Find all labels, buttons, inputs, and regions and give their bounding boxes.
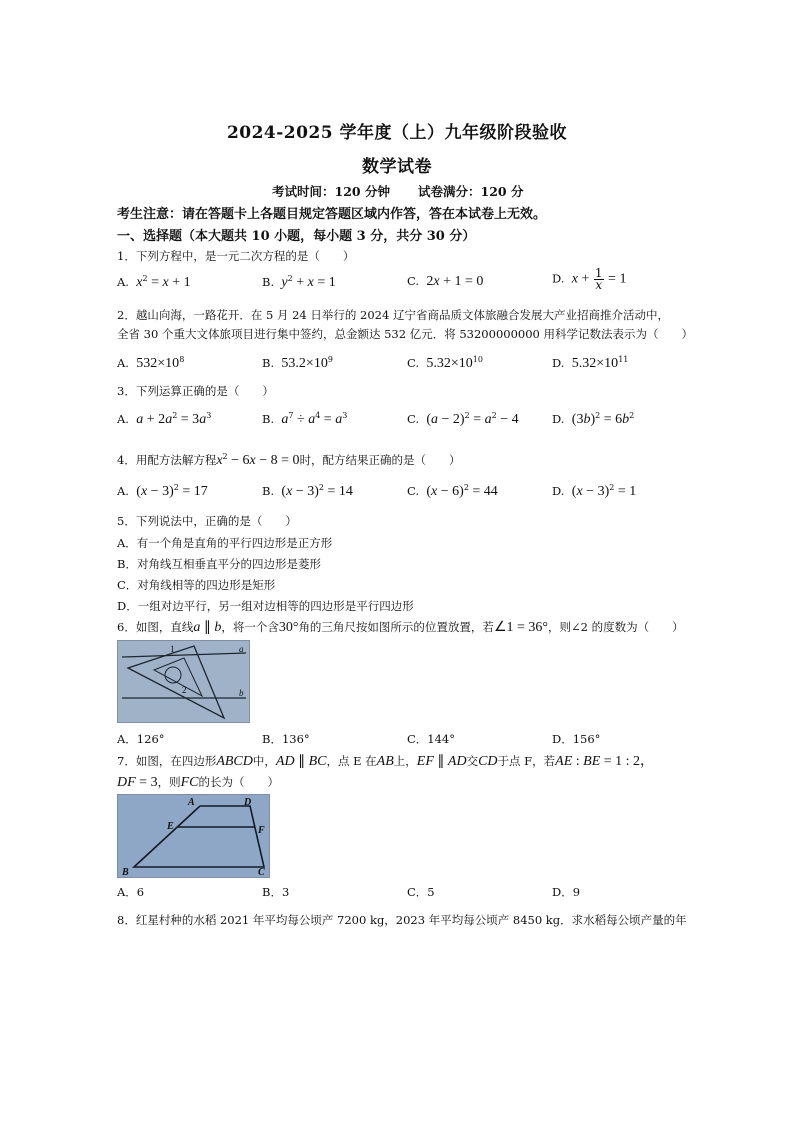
label-a: A bbox=[188, 797, 195, 808]
question-7-line-1: 7．如图，在四边形ABCD中，AD ∥ BC，点 E 在AB上，EF ∥ AD交CD于点 F，若AE : BE = 1 : 2， bbox=[117, 754, 655, 769]
q6-figure-svg bbox=[118, 641, 249, 722]
exam-time: 考试时间：120 分钟 bbox=[272, 184, 390, 199]
label-e: E bbox=[167, 821, 174, 832]
q2-option-c: C. $5.32\times 10^{10}$ bbox=[407, 355, 483, 371]
q6-option-c: C．144° bbox=[407, 732, 455, 746]
question-2-line-2: 全省 30 个重大文体旅项目进行集中签约，总金额达 532 亿元．将 53200000000 用科学记数法表示为（ ） bbox=[117, 327, 693, 341]
section-heading: 一、选择题（本大题共 10 小题，每小题 3 分，共分 30 分） bbox=[117, 229, 476, 244]
q3-option-d: D. $(3b)^2 = 6b^2$ bbox=[552, 411, 635, 427]
q7-stem-h: 的长为（ ） bbox=[198, 775, 279, 789]
q7-figure bbox=[117, 794, 270, 878]
q3-option-b: B. $a^7 \div a^4 = a^3$ bbox=[262, 411, 348, 427]
q2-option-a: A. $532\times 10^8$ bbox=[117, 355, 185, 371]
line-a-label: a bbox=[239, 644, 244, 654]
question-3-stem: 3．下列运算正确的是（ ） bbox=[117, 384, 274, 398]
q3-option-c: C. $(a - 2)^2 = a^2 - 4$ bbox=[407, 411, 519, 427]
q6-option-d: D．156° bbox=[552, 732, 601, 746]
q6-stem-c: 角的三角尺按如图所示的位置放置，若 bbox=[298, 620, 494, 634]
q4-option-b: B. $(x - 3)^2 = 14$ bbox=[262, 483, 353, 499]
q6-stem-a: 6．如图，直线 bbox=[117, 620, 194, 634]
q1-option-c: C. 2x + 1 = 0 bbox=[407, 274, 484, 289]
question-7-line-2: DF = 3，则FC的长为（ ） bbox=[117, 775, 279, 790]
label-d: D bbox=[244, 797, 252, 808]
question-6-stem: 6．如图，直线a ∥ b，将一个含30°角的三角尺按如图所示的位置放置，若∠1 = 36°，则∠2 的度数为（ ） bbox=[117, 620, 684, 635]
q4-stem-b: 时，配方结果正确的是（ ） bbox=[299, 452, 461, 467]
label-c: C bbox=[258, 867, 265, 877]
line-b-label: b bbox=[239, 688, 244, 698]
quad-abcd bbox=[134, 806, 264, 867]
q6-figure bbox=[117, 640, 250, 723]
q7-stem-d: 上， bbox=[393, 754, 417, 768]
q7-stem-a: 7．如图，在四边形 bbox=[117, 754, 217, 768]
angle-1-label: 1 bbox=[170, 644, 175, 654]
q7-figure-svg bbox=[118, 795, 269, 877]
label-f: F bbox=[258, 825, 265, 836]
question-8-stem: 8．红星村种的水稻 2021 年平均每公顷产 7200 kg，2023 年平均每公顷产 8450 kg．求水稻每公顷产量的年 bbox=[117, 913, 687, 927]
set-square-inner bbox=[154, 658, 202, 696]
q4-option-c: C. $(x - 6)^2 = 44$ bbox=[407, 483, 498, 499]
q4-option-a: A. $(x - 3)^2 = 17$ bbox=[117, 483, 208, 499]
q7-stem-f: 于点 F，若 bbox=[497, 754, 556, 768]
q7-stem-b: 中， bbox=[252, 754, 276, 768]
question-4-stem: 4．用配方法解方程$x^2 - 6x - 8 = 0$时，配方结果正确的是（ ） bbox=[117, 452, 461, 468]
q7-option-a: A．6 bbox=[117, 885, 145, 899]
q4-stem-a: 4．用配方法解方程 bbox=[117, 452, 217, 467]
question-2-line-1: 2．越山向海，一路花开．在 5 月 24 日举行的 2024 辽宁省商品质文体旅融合发展大产业招商推介活动中， bbox=[117, 308, 669, 322]
label-b: B bbox=[122, 867, 129, 877]
exam-subtitle: 数学试卷 bbox=[362, 157, 432, 177]
exam-title: 2024-2025 学年度（上）九年级阶段验收 bbox=[226, 123, 568, 143]
line-a bbox=[122, 653, 246, 657]
q5-option-d: D．一组对边平行，另一组对边相等的四边形是平行四边形 bbox=[117, 599, 414, 613]
exam-notice: 考生注意：请在答题卡上各题目规定答题区域内作答，答在本试卷上无效。 bbox=[117, 207, 547, 222]
q6-option-b: B．136° bbox=[262, 732, 310, 746]
q6-option-a: A．126° bbox=[117, 732, 165, 746]
q7-stem-e: 交 bbox=[466, 754, 479, 768]
q7-option-c: C．5 bbox=[407, 885, 435, 899]
q6-stem-d: ，则∠2 的度数为（ ） bbox=[547, 620, 684, 634]
q7-option-b: B．3 bbox=[262, 885, 290, 899]
q7-option-d: D．9 bbox=[552, 885, 581, 899]
q1-option-a: A. $x^2 = x + 1$ bbox=[117, 274, 191, 290]
q2-option-b: B. $53.2\times 10^9$ bbox=[262, 355, 333, 371]
q4-option-d: D. $(x - 3)^2 = 1$ bbox=[552, 483, 637, 499]
q3-option-a: A. $a + 2a^2 = 3a^3$ bbox=[117, 411, 212, 427]
q7-stem-g: ，则 bbox=[157, 775, 181, 789]
q1-option-b: B. $y^2 + x = 1$ bbox=[262, 274, 336, 290]
question-5-stem: 5．下列说法中，正确的是（ ） bbox=[117, 514, 297, 528]
exam-score: 试卷满分：120 分 bbox=[418, 184, 524, 199]
q7-stem-c: ，点 E 在 bbox=[326, 754, 377, 768]
q1-option-d: D. x + $\frac{1}{x}$ = 1 bbox=[552, 266, 627, 292]
question-1-stem: 1．下列方程中，是一元二次方程的是（ ） bbox=[117, 249, 355, 263]
q5-option-b: B．对角线互相垂直平分的四边形是菱形 bbox=[117, 557, 321, 571]
q5-option-c: C．对角线相等的四边形是矩形 bbox=[117, 578, 276, 592]
q6-stem-b: ，将一个含 bbox=[221, 620, 279, 634]
q5-option-a: A．有一个角是直角的平行四边形是正方形 bbox=[117, 536, 333, 550]
q2-option-d: D. $5.32\times 10^{11}$ bbox=[552, 355, 629, 371]
angle-2-label: 2 bbox=[182, 685, 187, 695]
